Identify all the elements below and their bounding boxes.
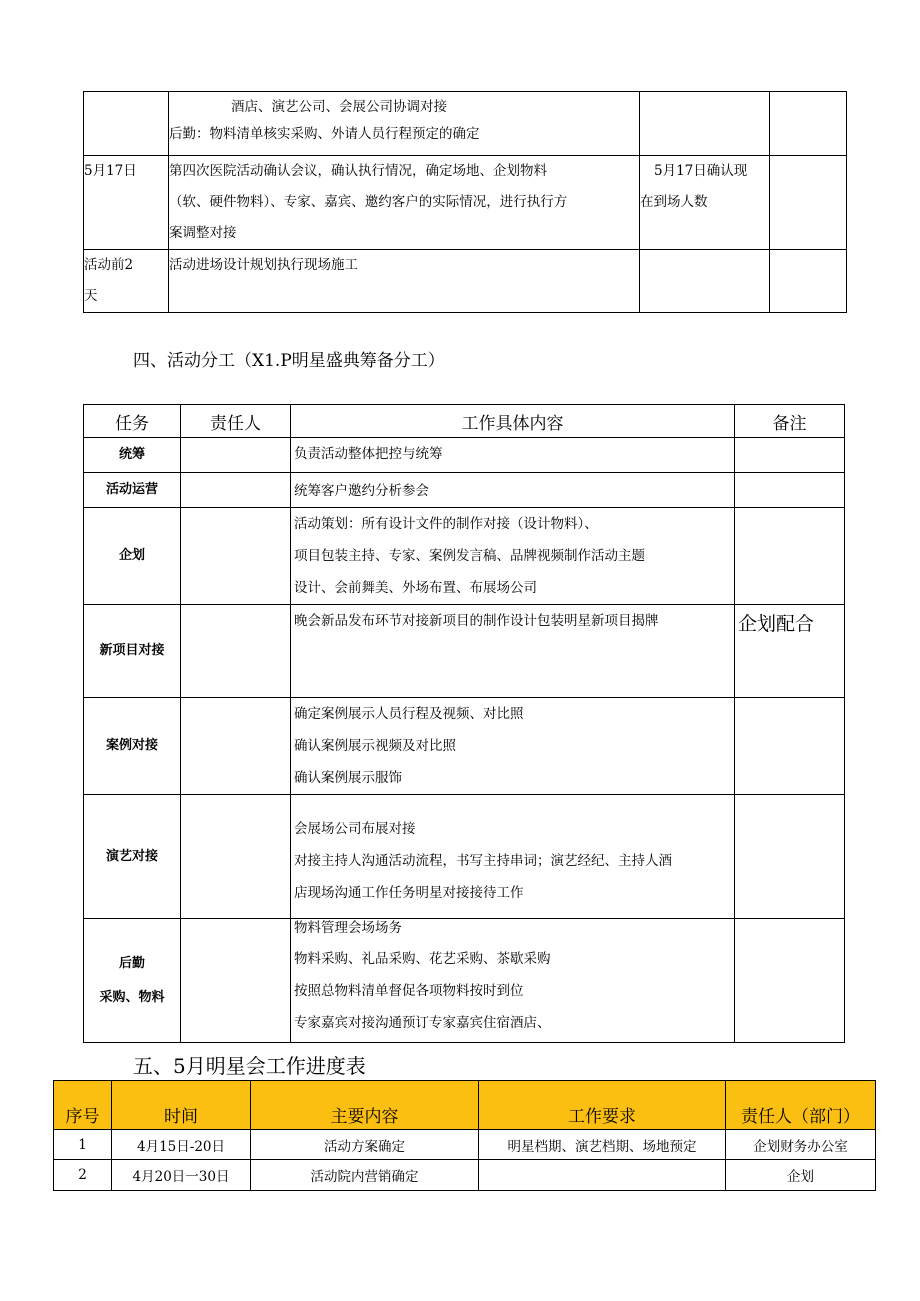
task-cell [84, 605, 181, 698]
schedule-content-cell [169, 92, 640, 156]
table-row [84, 919, 845, 1043]
cell-requirement [479, 1160, 726, 1191]
owner-cell [181, 698, 291, 795]
note-cell [735, 473, 845, 508]
header-time: 时间 [112, 1081, 251, 1130]
task-label: 统筹 [118, 447, 145, 462]
content-line: 案调整对接 [169, 225, 237, 241]
cell-content: 活动院内营销确定 [251, 1160, 479, 1191]
table-row [84, 156, 847, 250]
task-cell [84, 438, 181, 473]
header-no: 序号 [54, 1081, 112, 1130]
schedule-content-cell [169, 250, 640, 313]
schedule-date-cell [84, 92, 169, 156]
content-cell [291, 919, 735, 1043]
content-cell [291, 698, 735, 795]
content-line: 对接主持人沟通活动流程，书写主持串词；演艺经纪、主持人酒 [294, 853, 672, 869]
schedule-date-cell [84, 250, 169, 313]
schedule-date-cell [84, 156, 169, 250]
schedule-note-cell [640, 92, 770, 156]
date-label: 5月17日 [84, 163, 137, 179]
cell-content: 活动方案确定 [251, 1130, 479, 1160]
schedule-note-cell [640, 156, 770, 250]
content-line: 酒店、演艺公司、会展公司协调对接 [231, 99, 447, 115]
table-row [84, 473, 845, 508]
table-row [84, 508, 845, 605]
header-task: 任务 [84, 405, 181, 438]
table-row [84, 795, 845, 919]
task-cell [84, 919, 181, 1043]
content-cell [291, 438, 735, 473]
content-line: 专家嘉宾对接沟通预订专家嘉宾住宿酒店、 [294, 1015, 551, 1031]
content-cell [291, 605, 735, 698]
table-row [84, 250, 847, 313]
schedule-content-cell [169, 156, 640, 250]
cell-owner: 企划财务办公室 [726, 1130, 876, 1160]
table-row [84, 92, 847, 156]
progress-table [53, 1080, 876, 1191]
table-row [84, 605, 845, 698]
header-owner: 责任人（部门） [726, 1081, 876, 1130]
table-header-row [84, 405, 845, 438]
content-line: 第四次医院活动确认会议，确认执行情况，确定场地、企划物料 [169, 163, 547, 179]
task-cell [84, 698, 181, 795]
schedule-note-cell [640, 250, 770, 313]
cell-time: 4月15日-20日 [112, 1130, 251, 1160]
header-owner: 责任人 [181, 405, 291, 438]
content-line: 确认案例展示服饰 [294, 770, 402, 786]
task-cell [84, 795, 181, 919]
header-content: 工作具体内容 [291, 405, 735, 438]
task-label: 案例对接 [105, 738, 158, 753]
owner-cell [181, 438, 291, 473]
table-header-row [54, 1081, 876, 1130]
schedule-table [83, 91, 847, 313]
task-label: 后勤 [118, 955, 145, 971]
owner-cell [181, 795, 291, 919]
owner-cell [181, 605, 291, 698]
table-row [54, 1130, 876, 1160]
section-4-heading: 四、活动分工（X1.P明星盛典筹备分工） [133, 351, 445, 371]
task-label: 企划 [118, 548, 145, 563]
note-cell [735, 438, 845, 473]
schedule-extra-cell [770, 250, 847, 313]
content-line: 设计、会前舞美、外场布置、布展场公司 [294, 580, 537, 596]
note-cell [735, 698, 845, 795]
header-note: 备注 [735, 405, 845, 438]
task-label: 采购、物料 [99, 989, 165, 1005]
note-line: 5月17日确认现 [654, 163, 748, 179]
content-line: 活动进场设计规划执行现场施工 [169, 257, 358, 273]
note-cell [735, 919, 845, 1043]
content-line: 物料管理会场场务 [294, 920, 402, 936]
cell-no: 2 [54, 1160, 112, 1191]
note-cell [735, 508, 845, 605]
cell-no: 1 [54, 1130, 112, 1160]
owner-cell [181, 919, 291, 1043]
section-5-heading: 五、5月明星会工作进度表 [133, 1054, 366, 1078]
content-line: 统筹客户邀约分析参会 [294, 483, 429, 499]
owner-cell [181, 508, 291, 605]
task-label: 活动运营 [105, 482, 158, 497]
note-cell: 企划配合 [735, 605, 845, 698]
content-line: 确定案例展示人员行程及视频、对比照 [294, 706, 524, 722]
content-line: 后勤：物料清单核实采购、外请人员行程预定的确定 [169, 126, 480, 142]
content-line: 会展场公司布展对接 [294, 821, 416, 837]
content-cell [291, 508, 735, 605]
task-cell [84, 473, 181, 508]
note-cell [735, 795, 845, 919]
division-table [83, 404, 845, 1043]
table-row [54, 1160, 876, 1191]
table-row [84, 438, 845, 473]
schedule-extra-cell [770, 92, 847, 156]
table-row [84, 698, 845, 795]
content-line: 物料采购、礼品采购、花艺采购、茶歇采购 [294, 951, 551, 967]
content-line: 晚会新品发布环节对接新项目的制作设计包装明星新项目揭牌 [294, 613, 659, 629]
cell-time: 4月20日一30日 [112, 1160, 251, 1191]
content-line: 按照总物料清单督促各项物料按时到位 [294, 983, 524, 999]
header-requirement: 工作要求 [479, 1081, 726, 1130]
task-label: 演艺对接 [105, 848, 158, 864]
owner-cell [181, 473, 291, 508]
date-label: 活动前2 [84, 257, 134, 273]
task-label: 新项目对接 [99, 643, 165, 658]
cell-requirement: 明星档期、演艺档期、场地预定 [479, 1130, 726, 1160]
content-line: 活动策划：所有设计文件的制作对接（设计物料）、 [294, 516, 598, 532]
content-line: 负责活动整体把控与统筹 [294, 446, 443, 462]
task-cell [84, 508, 181, 605]
content-cell [291, 795, 735, 919]
content-line: 项目包装主持、专家、案例发言稿、品牌视频制作活动主题 [294, 548, 645, 564]
content-cell [291, 473, 735, 508]
header-content: 主要内容 [251, 1081, 479, 1130]
content-line: （软、硬件物料）、专家、嘉宾、邀约客户的实际情况，进行执行方 [169, 194, 568, 210]
content-line: 店现场沟通工作任务明星对接接待工作 [294, 885, 524, 901]
date-label: 天 [84, 288, 98, 304]
schedule-extra-cell [770, 156, 847, 250]
cell-owner: 企划 [726, 1160, 876, 1191]
note-line: 在到场人数 [640, 194, 708, 210]
content-line: 确认案例展示视频及对比照 [294, 738, 456, 754]
